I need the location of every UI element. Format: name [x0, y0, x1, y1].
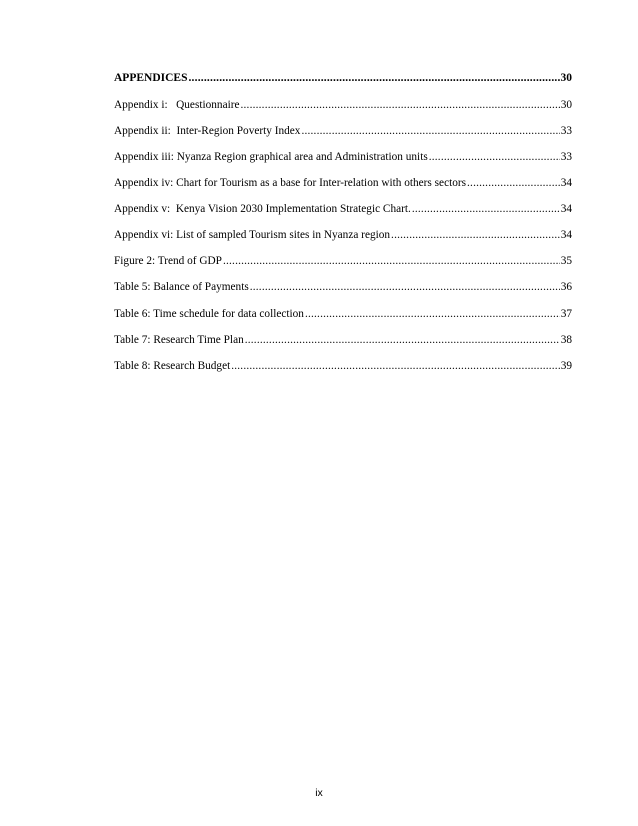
toc-entry-title: Appendix iv: Chart for Tourism as a base for Inter-relation with others sectors [114, 177, 467, 190]
toc-entry-page: 33 [560, 124, 572, 137]
toc-entry-appendix-i[interactable] [114, 97, 572, 114]
dot-leader [301, 123, 559, 140]
toc-entry-appendix-ii[interactable] [114, 123, 572, 140]
dot-leader [429, 149, 560, 166]
toc-entry-appendix-iii[interactable] [114, 149, 572, 166]
toc-entry-title: Figure 2: Trend of GDP [114, 255, 222, 268]
toc-entry-page: 35 [560, 255, 572, 268]
toc-entry-page: 37 [560, 307, 572, 320]
toc-entry-title: Appendix i: Questionnaire [114, 98, 240, 111]
dot-leader [245, 332, 560, 349]
toc-entry-title: Table 8: Research Budget [114, 359, 231, 372]
page-number: ix [315, 787, 323, 799]
toc-entry-title: Appendix iii: Nyanza Region graphical area and Administration units [114, 150, 428, 163]
toc-entry-table-6[interactable] [114, 306, 572, 323]
toc-entry-appendix-iv[interactable] [114, 175, 572, 192]
toc-entry-title: Appendix ii: Inter-Region Poverty Index [114, 124, 301, 137]
toc-entry-page: 39 [560, 359, 572, 372]
toc-entry-appendices[interactable] [114, 70, 572, 87]
dot-leader [231, 358, 559, 375]
toc-entry-table-5[interactable] [114, 279, 572, 296]
toc-entry-page: 38 [560, 333, 572, 346]
toc-entry-page: 30 [560, 98, 572, 111]
toc-entry-table-8[interactable] [114, 358, 572, 375]
dot-leader [250, 279, 560, 296]
toc-entry-page: 34 [560, 229, 572, 242]
dot-leader [223, 253, 560, 270]
toc-entry-page: 34 [560, 177, 572, 190]
toc-entry-table-7[interactable] [114, 332, 572, 349]
toc-entry-page: 30 [560, 72, 572, 84]
toc-entry-page: 33 [560, 150, 572, 163]
dot-leader [188, 70, 559, 87]
toc-entry-page: 34 [560, 203, 572, 216]
toc-entry-title: APPENDICES [114, 72, 188, 84]
toc-entry-title: Table 6: Time schedule for data collection [114, 307, 304, 320]
dot-leader [241, 97, 560, 114]
toc-entry-appendix-vi[interactable] [114, 227, 572, 244]
toc-entry-title: Table 5: Balance of Payments [114, 281, 249, 294]
dot-leader [467, 175, 560, 192]
dot-leader [391, 227, 560, 244]
toc-entry-title: Appendix vi: List of sampled Tourism sites in Nyanza region [114, 229, 391, 242]
toc-entry-figure-2[interactable] [114, 253, 572, 270]
toc-entry-title: Table 7: Research Time Plan [114, 333, 244, 346]
toc-entry-appendix-v[interactable] [114, 201, 572, 218]
dot-leader [412, 201, 560, 218]
toc-entry-title: Appendix v: Kenya Vision 2030 Implementation Strategic Chart. [114, 203, 411, 216]
table-of-contents [114, 70, 572, 384]
dot-leader [305, 306, 560, 323]
toc-entry-page: 36 [560, 281, 572, 294]
